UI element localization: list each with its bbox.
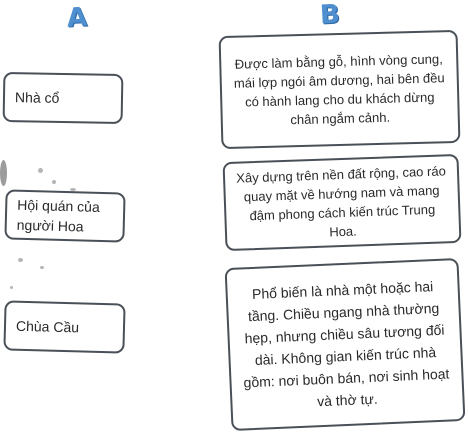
left-item-label: Nhà cổ	[14, 89, 60, 106]
scan-smudge	[0, 160, 7, 186]
scan-smudge	[70, 188, 76, 191]
right-item-text: Phổ biến là nhà một hoặc hai tầng. Chiều ngang nhà thường hẹp, nhưng chiều sâu tương đối dài. Không gian kiến trúc nhà gồm: nơi buôn bán, nơi sinh hoạt và thờ tự.	[243, 277, 450, 409]
left-item-chua-cau[interactable]	[3, 300, 125, 353]
scan-smudge	[18, 258, 23, 262]
left-item-label: Chùa Cầu	[15, 317, 80, 336]
scan-smudge	[40, 266, 44, 269]
left-item-hoi-quan[interactable]	[4, 189, 125, 242]
column-b-heading: B	[319, 0, 341, 31]
left-item-label: Hội quán của người Hoa	[16, 196, 100, 235]
right-item-text: Được làm bằng gỗ, hình vòng cung, mái lợp ngói âm dương, hai bên đều có hành lang cho du khách dừng chân ngắm cảnh.	[233, 50, 445, 127]
right-item-description-1[interactable]	[219, 30, 461, 149]
scan-smudge	[52, 180, 56, 184]
left-item-nha-co[interactable]	[3, 72, 124, 124]
right-item-description-3[interactable]	[225, 258, 466, 431]
right-item-description-2[interactable]	[223, 154, 462, 251]
scan-smudge	[10, 286, 13, 289]
column-a-heading: A	[66, 2, 88, 34]
scan-smudge	[38, 168, 43, 173]
right-item-text: Xây dựng trên nền đất rộng, cao ráo quay mặt về hướng nam và mang đậm phong cách kiến trúc Trung Hoa.	[235, 162, 447, 239]
